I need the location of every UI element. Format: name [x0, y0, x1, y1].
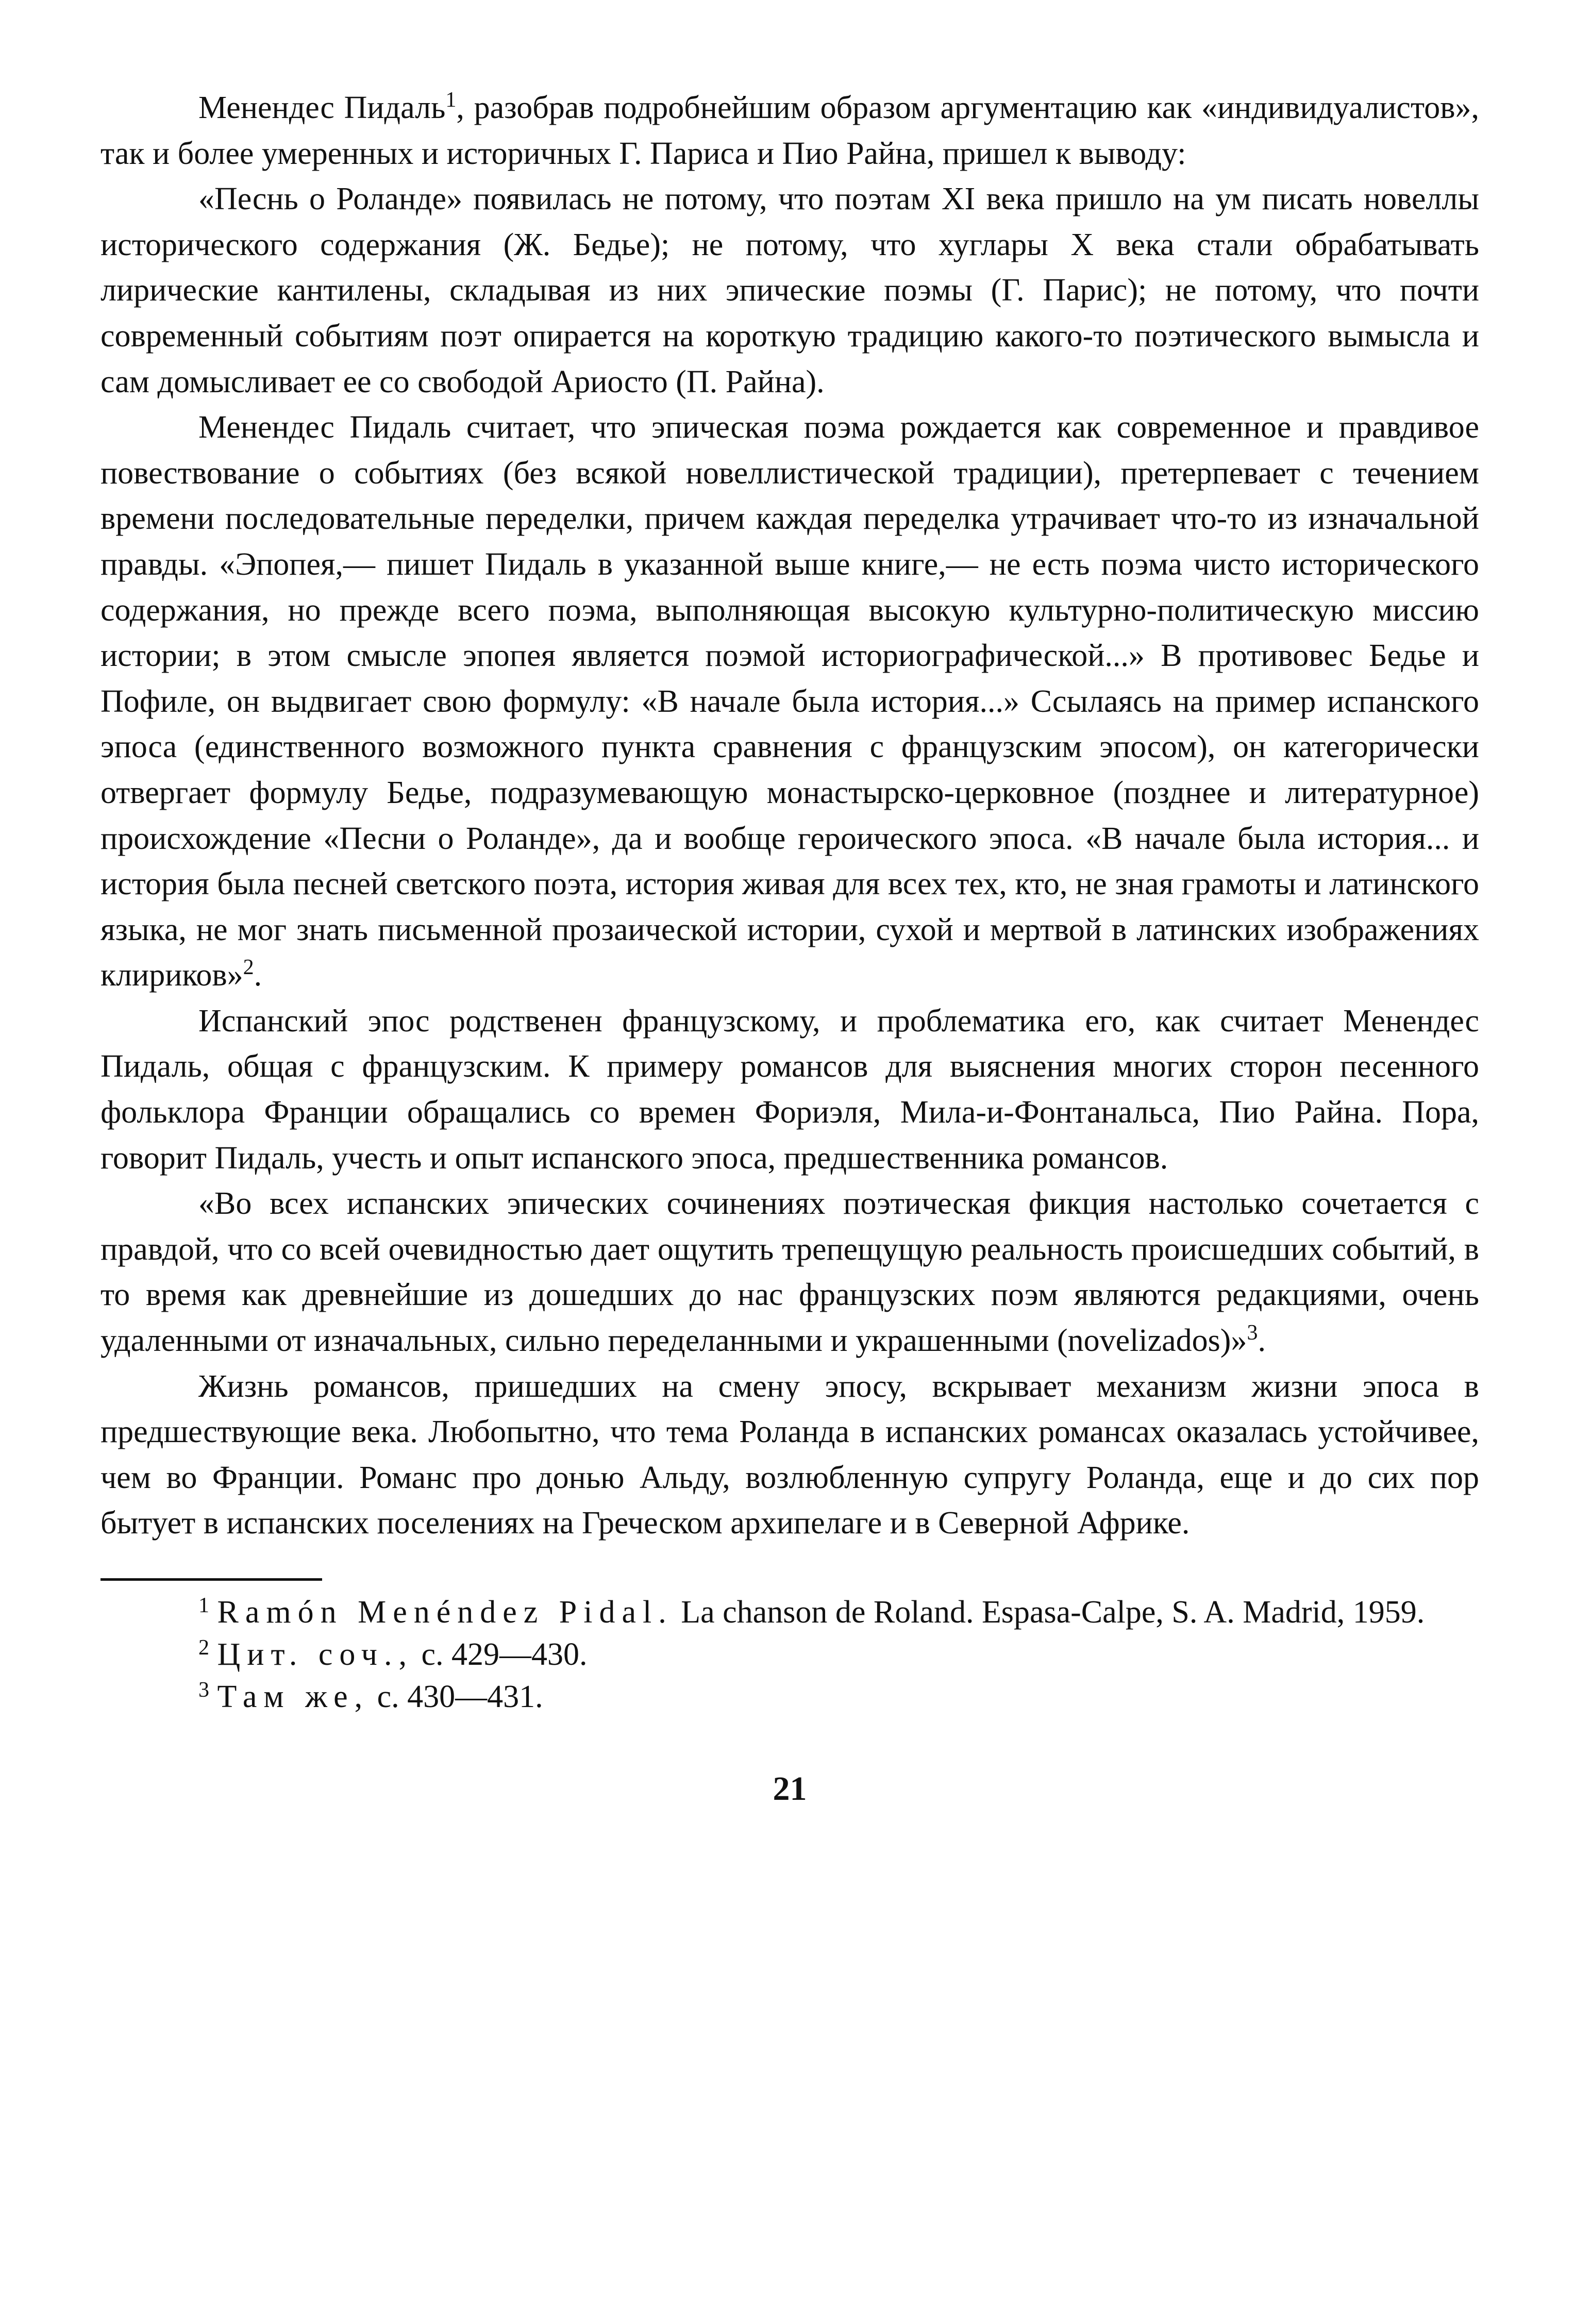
paragraph-5-quote — [100, 1181, 1479, 1363]
page-number: 21 — [773, 1770, 807, 1808]
footnote-3-source: Там же, — [217, 1679, 370, 1714]
paragraph-1 — [100, 85, 1479, 176]
paragraph-4: Испанский эпос родственен французскому, и проблематика его, как считает Менендес Пидаль, общая с французским. К примеру романсов для выяснения многих сторон песенного фольклора Франции обращались со времен Фориэля, Мила-и-Фонтанальса, Пио Райна. Пора, говорит Пидаль, учесть и опыт испанского эпоса, предшественника романсов. — [100, 1003, 1479, 1176]
footnote-ref-1: 1 — [445, 88, 457, 112]
paragraph-3-text-end: . — [254, 958, 262, 993]
footnote-1-text: La chanson de Roland. Espasa-Calpe, S. A. Madrid, 1959. — [673, 1595, 1425, 1630]
paragraph-3 — [100, 405, 1479, 998]
footnote-2-source: Цит. соч., — [217, 1637, 413, 1672]
footnotes — [100, 1591, 1479, 1718]
footnote-ref-3: 3 — [1247, 1321, 1258, 1345]
document-page — [100, 85, 1479, 1809]
footnote-2 — [100, 1633, 1479, 1676]
paragraph-1-text-end: , разобрав подробнейшим образом аргументацию как «индивидуалистов», так и более умеренных и историчных Г. Париса и Пио Райна, пришел к выводу: — [100, 90, 1479, 171]
paragraph-6: Жизнь романсов, пришедших на смену эпосу, вскрывает механизм жизни эпоса в предшествующие века. Любопытно, что тема Роланда в испанских романсах оказалась устойчивее, чем во Франции. Романс про донью Альду, возлюбленную супругу Роланда, еще и до сих пор бытует в испанских поселениях на Греческом архипелаге и в Северной Африке. — [100, 1368, 1479, 1541]
paragraph-1-text: Менендес Пидаль — [198, 90, 446, 125]
footnote-ref-2: 2 — [243, 956, 254, 980]
footnote-1 — [100, 1591, 1479, 1633]
footnote-marker-3: 3 — [198, 1678, 209, 1702]
footnote-3-text: с. 430—431. — [369, 1679, 543, 1714]
paragraph-5-text-end: . — [1258, 1323, 1266, 1359]
main-text — [100, 85, 1479, 1546]
paragraph-2-quote: «Песнь о Роланде» появилась не потому, что поэтам XI века пришло на ум писать новеллы исторического содержания (Ж. Бедье); не потому, что хуглары X века стали обрабатывать лирические кантилены, складывая из них эпические поэмы (Г. Парис); не потому, что почти современный событиям поэт опирается на короткую традицию какого-то поэтического вымысла и сам домысливает ее со свободой Ариосто (П. Райна). — [100, 181, 1479, 399]
paragraph-5-text: «Во всех испанских эпических сочинениях поэтическая фикция настолько сочетается с правдой, что со всей очевидностью дает ощутить трепещущую реальность происшедших событий, в то время как древнейшие из дошедших до нас французских поэм являются редакциями, очень удаленными от изначальных, сильно переделанными и украшенными (novelizados)» — [100, 1186, 1479, 1359]
footnote-2-text: с. 429—430. — [413, 1637, 588, 1672]
footnote-marker-2: 2 — [198, 1636, 209, 1660]
footnote-3 — [100, 1676, 1479, 1718]
footnote-divider — [100, 1578, 322, 1581]
footnote-1-author: Ramón Menéndez Pidal. — [217, 1595, 673, 1630]
footnote-marker-1: 1 — [198, 1594, 209, 1617]
paragraph-3-text: Менендес Пидаль считает, что эпическая поэма рождается как современное и правдивое повествование о событиях (без всякой новеллистической традиции), претерпевает с течением времени последовательные переделки, причем каждая переделка утрачивает что-то из изначальной правды. «Эпопея,— пишет Пидаль в указанной выше книге,— не есть поэма чисто исторического содержания, но прежде всего поэма, выполняющая высокую культурно-политическую миссию истории; в этом смысле эпопея является поэмой историографической...» В противовес Бедье и Пофиле, он выдвигает свою формулу: «В начале была история...» Ссылаясь на пример испанского эпоса (единственного возможного пункта сравнения с французским эпосом), он категорически отвергает формулу Бедье, подразумевающую монастырско-церковное (позднее и литературное) происхождение «Песни о Роланде», да и вообще героического эпоса. «В начале была история... и история была песней светского поэта, история живая для всех тех, кто, не зная грамоты и латинского языка, не мог знать письменной прозаической истории, сухой и мертвой в латинских изображениях клириков» — [100, 410, 1479, 993]
